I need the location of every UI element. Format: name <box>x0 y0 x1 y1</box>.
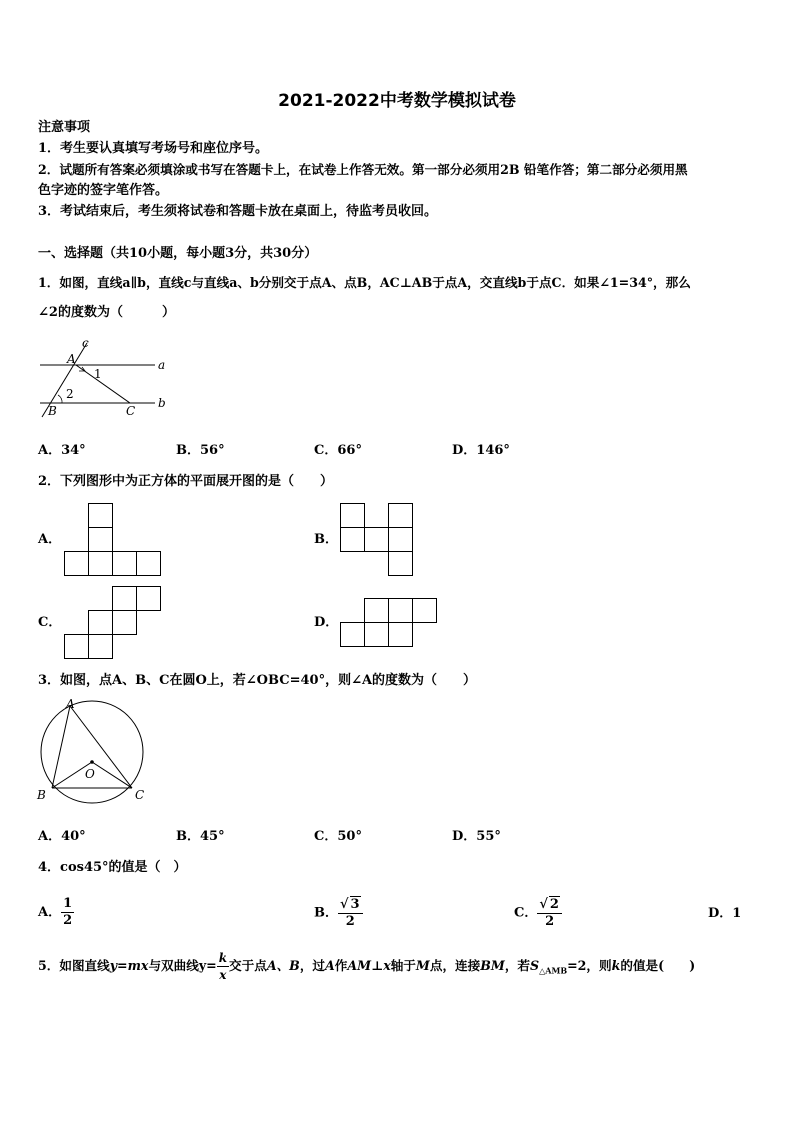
q3-option-c: C．50° <box>314 829 362 844</box>
q2-stem: 2．下列图形中为正方体的平面展开图的是（ ） <box>38 474 334 489</box>
fraction: $\frac{√ 2}{2}$ <box>537 896 562 930</box>
fraction: $\frac{1}{2}$ <box>63 896 73 928</box>
q1-option-a: A．34° <box>38 443 86 458</box>
q1-option-b: B．56° <box>176 443 225 458</box>
segment-ac <box>70 706 132 788</box>
q4-stem: 4．cos45°的值是（ ） <box>38 860 187 875</box>
q3-option-a: A．40° <box>38 829 86 844</box>
q1-stem-line1: 1．如图，直线a∥b，直线c与直线a、b分别交于点A、点B，AC⊥AB于点A，交直线b于点C．如果∠1=34°，那么 <box>38 275 691 290</box>
fraction: $\frac{√ 3}{2}$ <box>338 896 363 930</box>
label-C: C <box>126 404 136 418</box>
q1-option-c: C．66° <box>314 443 362 458</box>
q4-option-b-label: B． <box>314 905 338 921</box>
q2-net-d <box>340 598 440 650</box>
section-heading: 一、选择题（共10小题，每小题3分，共30分） <box>38 246 318 261</box>
q3-figure <box>32 696 152 808</box>
label-A: A <box>66 697 75 711</box>
fraction: $\frac{k}{x}$ <box>218 951 228 982</box>
q2-label-a: A． <box>38 532 62 547</box>
label-A: A <box>67 352 76 366</box>
q2-label-b: B． <box>314 532 338 547</box>
q2-net-c <box>63 586 163 662</box>
label-O: O <box>85 767 95 781</box>
center-point <box>90 760 94 764</box>
label-a: a <box>158 358 166 372</box>
q4-option-a-label: A． <box>38 905 62 920</box>
notice-heading: 注意事项 <box>38 120 91 135</box>
q3-stem: 3．如图，点A、B、C在圆O上，若∠OBC=40°，则∠A的度数为（ ） <box>38 673 477 688</box>
label-B: B <box>48 404 57 418</box>
segment-oc <box>92 762 132 788</box>
label-angle-1: 1 <box>94 367 102 381</box>
label-B: B <box>37 788 46 802</box>
q3-option-d: D．55° <box>452 829 501 844</box>
q3-option-b: B．45° <box>176 829 225 844</box>
q5-stem: 5．如图直线y=mx与双曲线y= $\frac{k}{x}$ 交于点A、B，过A作AM⊥x轴于M点，连接BM，若$S_{\triangle AMB}=2$，则k的值是( ) <box>38 951 696 982</box>
label-c: c <box>82 336 89 350</box>
angle-2-arc <box>58 395 62 403</box>
q1-stem-line2: ∠2的度数为（ ） <box>38 305 175 320</box>
q1-option-d: D．146° <box>452 443 510 458</box>
q2-net-a <box>63 503 163 579</box>
notice-item-1: 1．考生要认真填写考场号和座位序号。 <box>38 141 269 156</box>
notice-item-3: 3．考试结束后，考生须将试卷和答题卡放在桌面上，待监考员收回。 <box>38 204 438 219</box>
label-angle-2: 2 <box>66 387 74 401</box>
q2-label-d: D． <box>314 615 339 630</box>
q1-figure <box>30 335 180 420</box>
q2-label-c: C． <box>38 615 62 630</box>
q4-option-d: D．1 <box>708 906 742 921</box>
notice-item-2-cont: 色字迹的签字笔作答。 <box>38 183 169 198</box>
page-title: 2021-2022中考数学模拟试卷 <box>278 91 516 111</box>
label-C: C <box>135 788 145 802</box>
segment-ab <box>52 706 70 788</box>
q4-option-c-label: C． <box>514 905 538 921</box>
q4-option-b <box>314 896 363 930</box>
q4-option-c <box>514 896 562 930</box>
label-b: b <box>158 396 166 410</box>
q4-option-a <box>38 896 74 929</box>
q2-net-b <box>340 503 416 579</box>
notice-item-2: 2．试题所有答案必须填涂或书写在答题卡上，在试卷上作答无效。第一部分必须用2B 铅笔作答；第二部分必须用黑 <box>38 162 688 177</box>
